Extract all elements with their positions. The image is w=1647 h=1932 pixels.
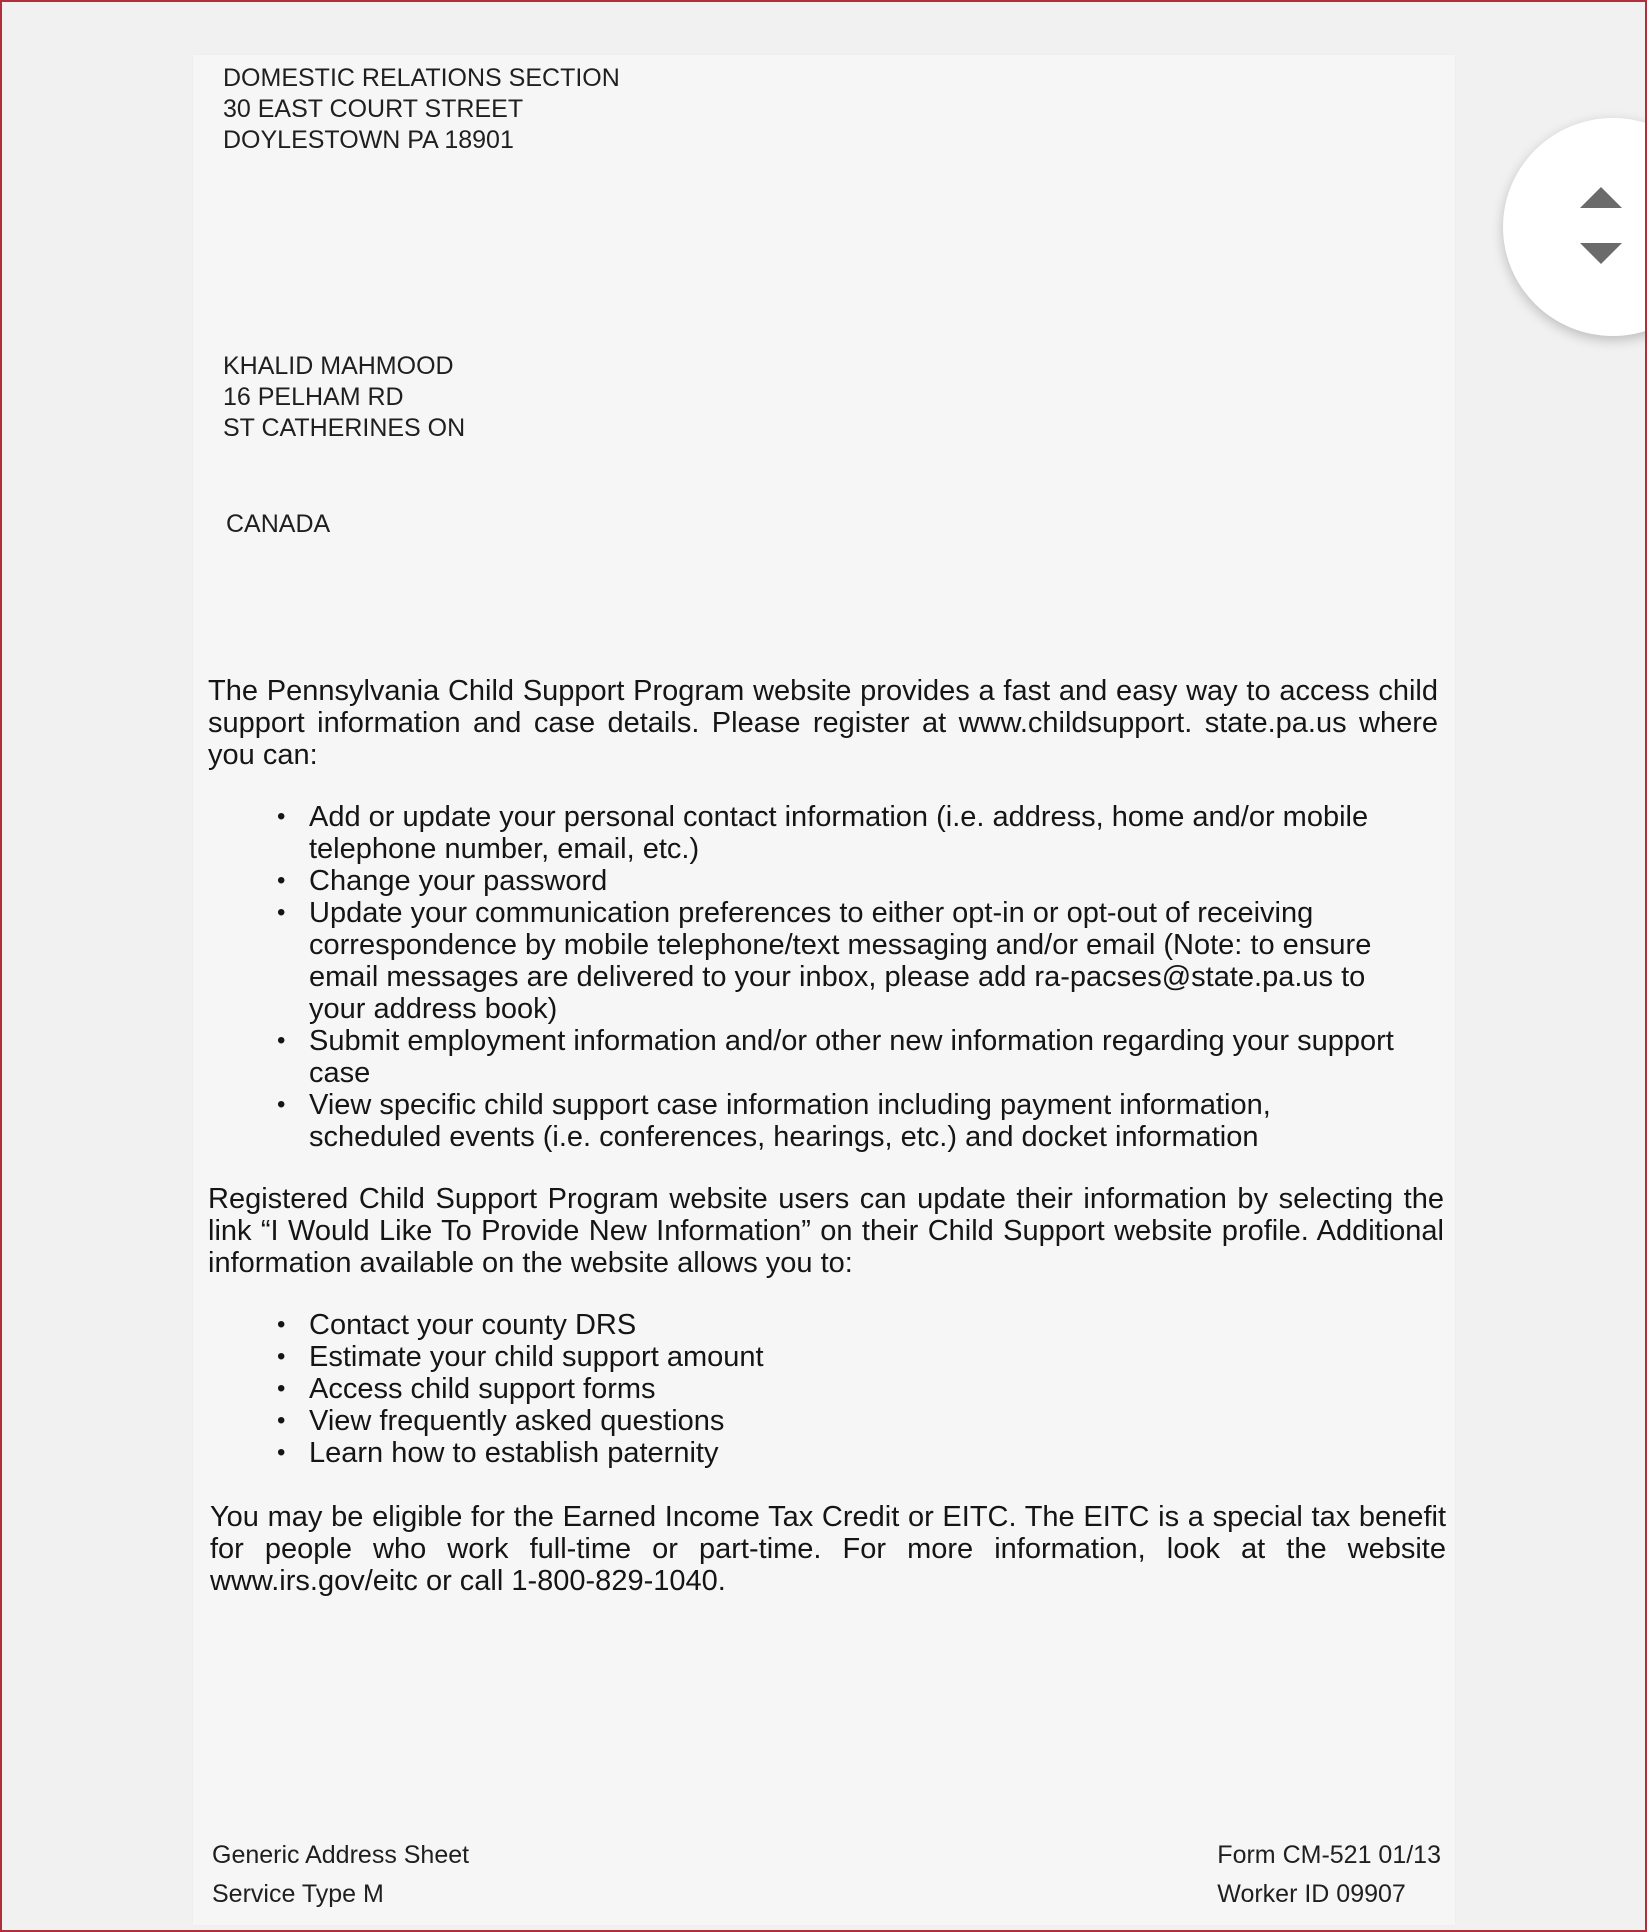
- scroll-down-icon[interactable]: [1580, 243, 1622, 264]
- recipient-address: [223, 351, 465, 444]
- recipient-name: KHALID MAHMOOD: [223, 352, 454, 380]
- list-item: • Access child support forms: [277, 1373, 1397, 1405]
- list-item: • Learn how to establish paternity: [277, 1437, 1397, 1469]
- list-item: • Change your password: [277, 865, 1397, 897]
- list-item: • Contact your county DRS: [277, 1309, 1397, 1341]
- list-item: • View frequently asked questions: [277, 1405, 1397, 1437]
- recipient-street: 16 PELHAM RD: [223, 383, 404, 411]
- list-item: • Estimate your child support amount: [277, 1341, 1397, 1373]
- sender-address: [223, 63, 620, 156]
- intro-paragraph: The Pennsylvania Child Support Program website provides a fast and easy way to access child support information and case details. Please register at www.childsupport. state.pa.us where you can:: [208, 675, 1438, 771]
- list-item: • Update your communication preferences to either opt-in or opt-out of receiving correspondence by mobile telephone/text messaging and/or email (Note: to ensure email messages are delivered to your inbox, please add ra-pacses@state.pa.us to your address book): [277, 897, 1397, 1025]
- list-item: • Submit employment information and/or other new information regarding your support case: [277, 1025, 1397, 1089]
- sender-line-2: 30 EAST COURT STREET: [223, 95, 524, 123]
- sender-line-3: DOYLESTOWN PA 18901: [223, 126, 514, 154]
- scroll-handle[interactable]: [1503, 118, 1647, 336]
- footer-worker: Worker ID 09907: [1217, 1880, 1406, 1908]
- footer-form: Form CM-521 01/13: [1217, 1841, 1441, 1869]
- footer-service: Service Type M: [212, 1880, 384, 1908]
- feature-list: [277, 801, 1397, 1153]
- recipient-city: ST CATHERINES ON: [223, 414, 466, 442]
- eitc-paragraph: You may be eligible for the Earned Income Tax Credit or EITC. The EITC is a special tax benefit for people who work full-time or part-time. For more information, look at the website www.irs.gov/eitc or call 1-800-829-1040.: [210, 1501, 1446, 1597]
- document-page: [193, 55, 1455, 1925]
- sender-line-1: DOMESTIC RELATIONS SECTION: [223, 64, 620, 92]
- recipient-country: CANADA: [226, 510, 331, 538]
- footer-left: [212, 1836, 469, 1914]
- registered-paragraph: Registered Child Support Program website users can update their information by selecting the link “I Would Like To Provide New Information” on their Child Support website profile. Additional information available on the website allows you to:: [208, 1183, 1444, 1279]
- footer-sheet: Generic Address Sheet: [212, 1841, 470, 1869]
- additional-list: [277, 1309, 1397, 1469]
- list-item: • View specific child support case information including payment information, scheduled events (i.e. conferences, hearings, etc.) and docket information: [277, 1089, 1397, 1153]
- footer-right: [1217, 1836, 1441, 1914]
- list-item: • Add or update your personal contact information (i.e. address, home and/or mobile telephone number, email, etc.): [277, 801, 1397, 865]
- scroll-up-icon[interactable]: [1580, 187, 1622, 208]
